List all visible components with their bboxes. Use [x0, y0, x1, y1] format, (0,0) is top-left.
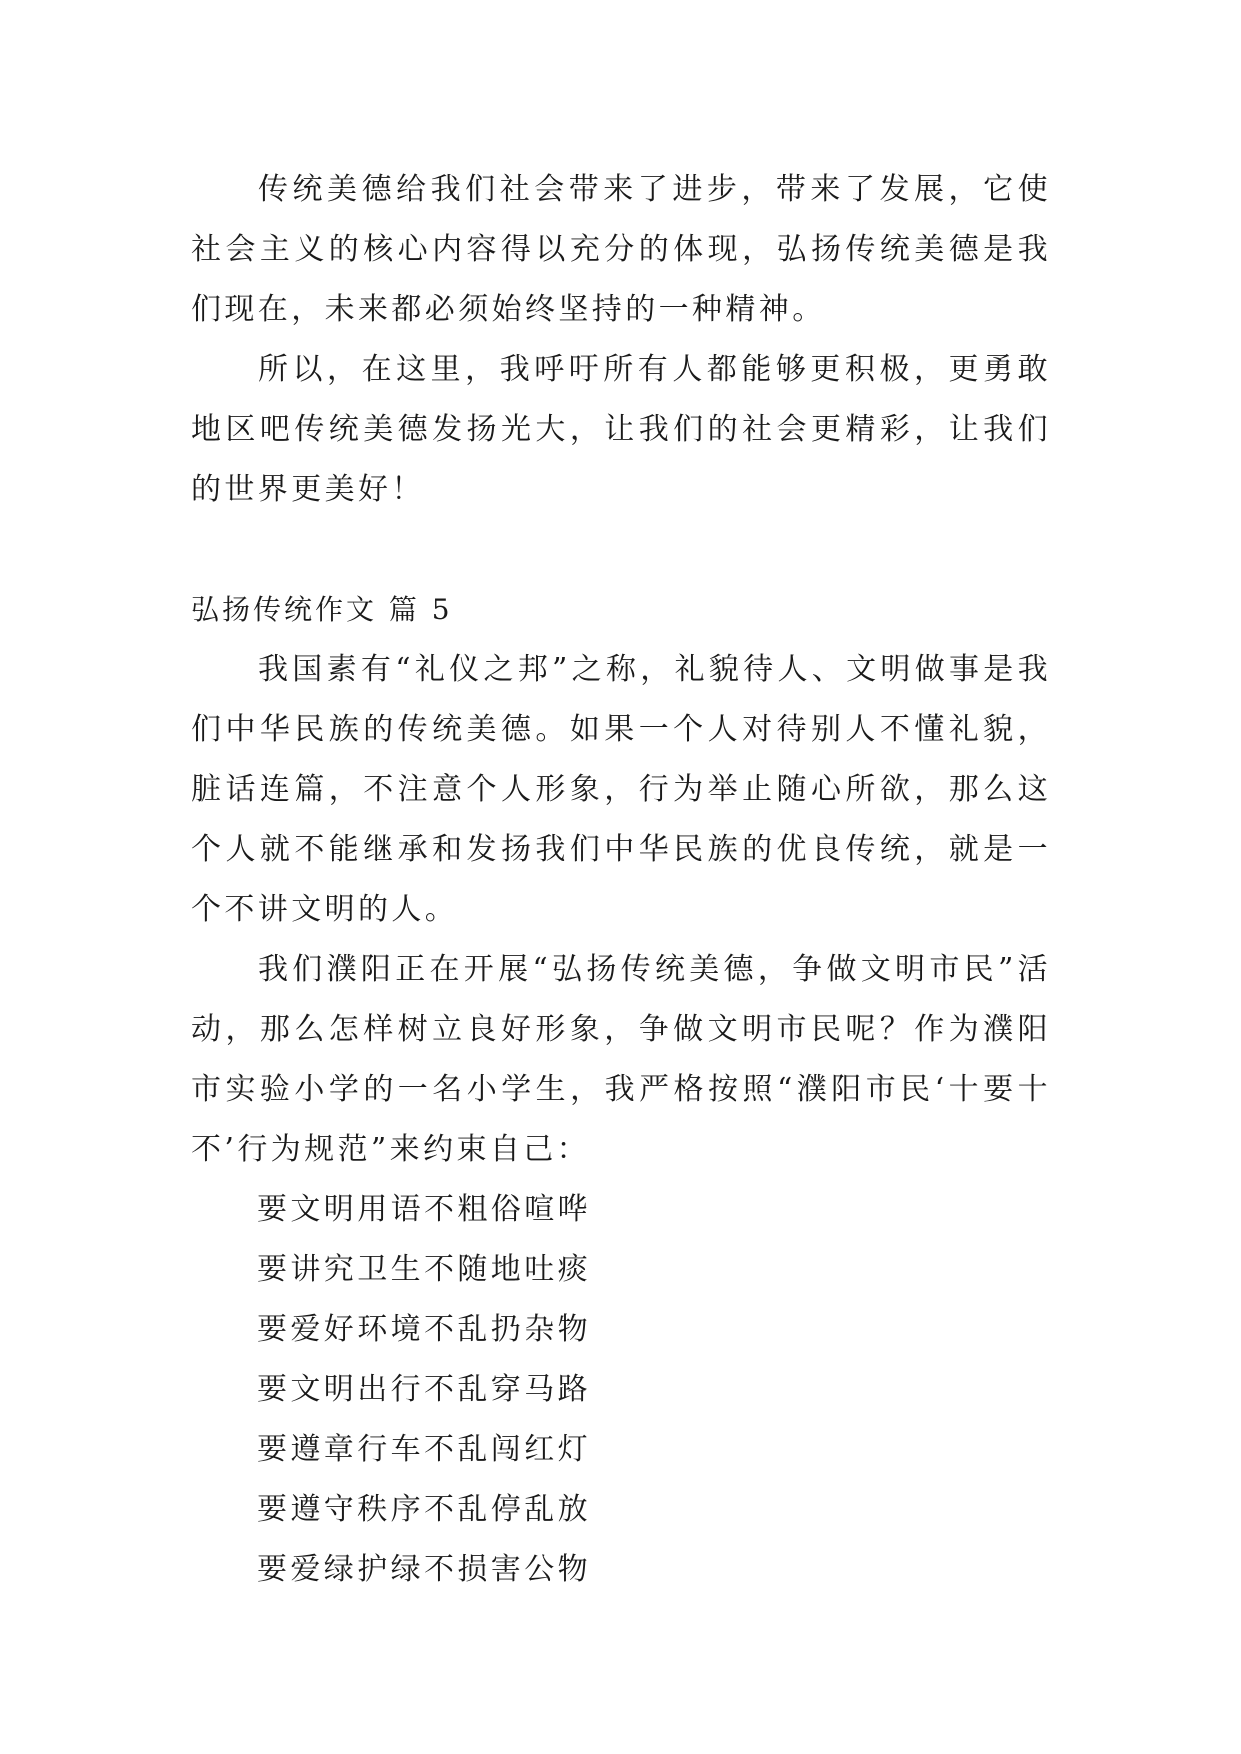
rule-item: 要文明用语不粗俗喧哗 [257, 1192, 591, 1227]
document-body [191, 160, 1051, 1600]
section-heading: 弘扬传统作文 篇 5 [191, 593, 453, 626]
rule-item: 要讲究卫生不随地吐痰 [257, 1252, 591, 1287]
paragraph-call-to-action: 所以，在这里，我呼吁所有人都能够更积极，更勇敢地区吧传统美德发扬光大，让我们的社会更精彩，让我们的世界更美好！ [191, 352, 1051, 507]
rule-item: 要遵守秩序不乱停乱放 [257, 1492, 591, 1527]
rule-item: 要爱绿护绿不损害公物 [257, 1552, 591, 1587]
rule-item: 要文明出行不乱穿马路 [257, 1372, 591, 1407]
rules-list [191, 1180, 1051, 1600]
rule-item: 要遵章行车不乱闯红灯 [257, 1432, 591, 1467]
paragraph-tradition-progress: 传统美德给我们社会带来了进步，带来了发展，它使社会主义的核心内容得以充分的体现，弘扬传统美德是我们现在，未来都必须始终坚持的一种精神。 [191, 172, 1051, 327]
rule-item: 要爱好环境不乱扔杂物 [257, 1312, 591, 1347]
paragraph-puyang-campaign: 我们濮阳正在开展“弘扬传统美德，争做文明市民”活动，那么怎样树立良好形象，争做文明市民呢？作为濮阳市实验小学的一名小学生，我严格按照“濮阳市民‘十要十不’行为规范”来约束自己： [191, 952, 1051, 1167]
paragraph-etiquette: 我国素有“礼仪之邦”之称，礼貌待人、文明做事是我们中华民族的传统美德。如果一个人对待别人不懂礼貌，脏话连篇，不注意个人形象，行为举止随心所欲，那么这个人就不能继承和发扬我们中华民族的优良传统，就是一个不讲文明的人。 [191, 652, 1051, 927]
